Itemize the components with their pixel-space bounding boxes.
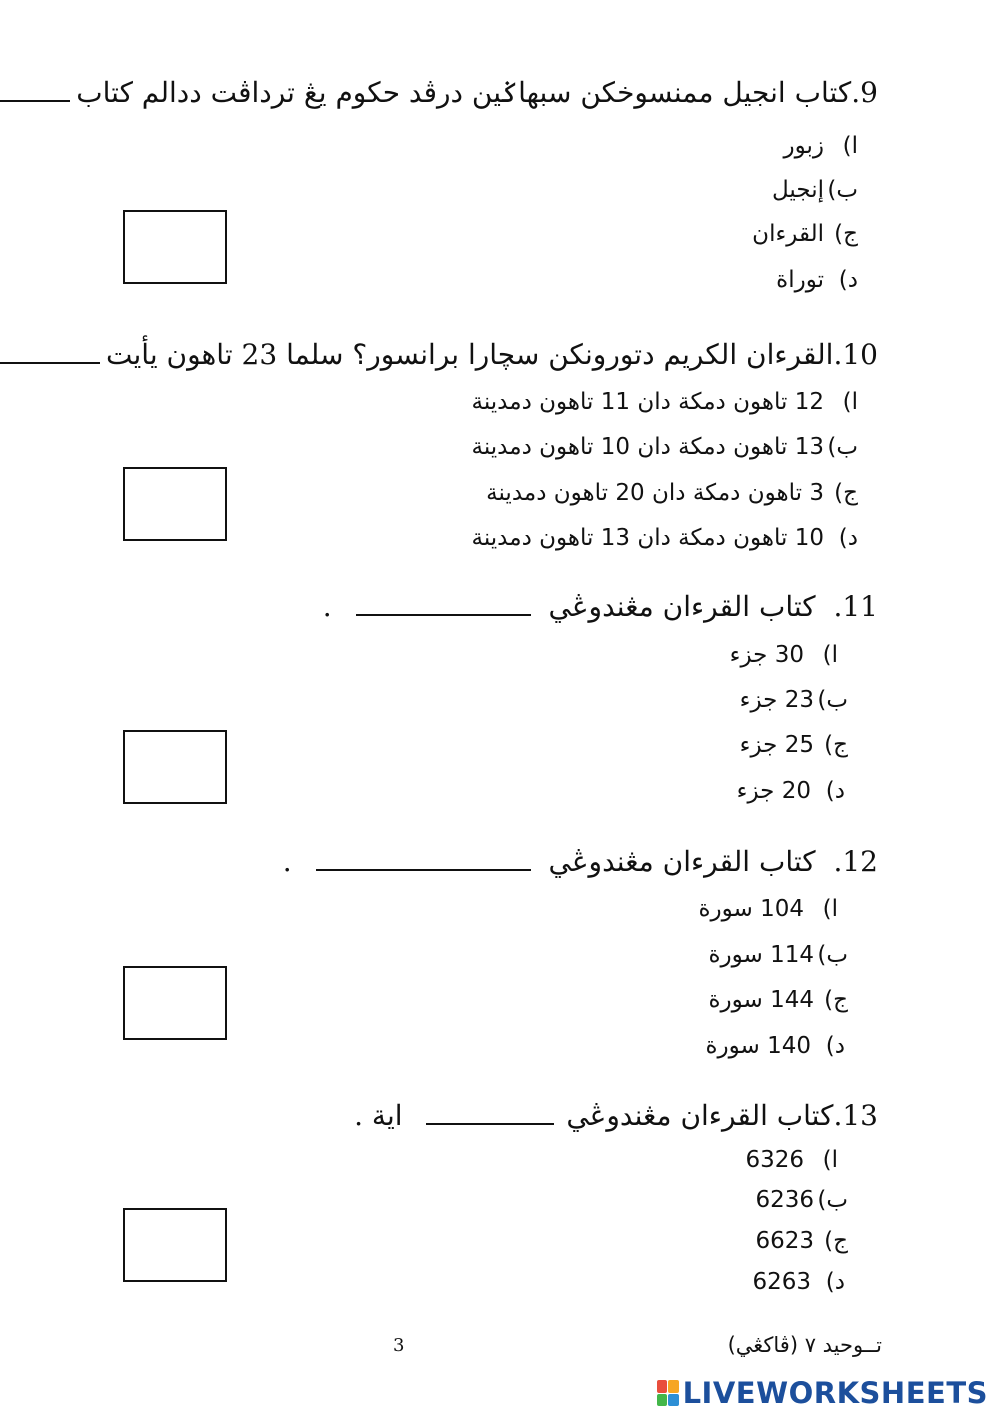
option-a: ا)12 تاهون دمكة دان 11 تاهون دمدينة bbox=[471, 389, 858, 415]
option-b: ب)114 سورة bbox=[708, 942, 848, 968]
answer-box[interactable] bbox=[123, 467, 227, 541]
option-b: ب)إنجيل bbox=[772, 177, 858, 203]
question-13-text: 13.كتاب القرءان مڠندوڠي اية . bbox=[354, 1099, 878, 1132]
option-d: د)6263 bbox=[752, 1269, 845, 1295]
page-number: 3 bbox=[393, 1335, 405, 1356]
option-c: ج)القرءان bbox=[752, 221, 858, 247]
question-11-text: 11. كتاب القرءان مڠندوڠي . bbox=[322, 590, 878, 623]
option-a: ا)30 جزء bbox=[729, 642, 838, 668]
option-a: ا)104 سورة bbox=[698, 896, 838, 922]
liveworksheets-logo-icon bbox=[657, 1380, 679, 1406]
answer-box[interactable] bbox=[123, 966, 227, 1040]
option-a: ا)6326 bbox=[745, 1147, 838, 1173]
answer-blank bbox=[316, 845, 531, 871]
option-d: د)توراة bbox=[776, 267, 858, 293]
option-c: ج)144 سورة bbox=[708, 987, 848, 1013]
answer-box[interactable] bbox=[123, 730, 227, 804]
option-c: ج)25 جزء bbox=[739, 732, 848, 758]
option-d: د)140 سورة bbox=[705, 1033, 845, 1059]
answer-blank bbox=[356, 590, 531, 616]
option-c: ج)6623 bbox=[755, 1228, 848, 1254]
answer-blank bbox=[0, 338, 100, 364]
option-d: د)20 جزء bbox=[736, 778, 845, 804]
option-d: د)10 تاهون دمكة دان 13 تاهون دمدينة bbox=[471, 525, 858, 551]
liveworksheets-brand bbox=[657, 1376, 988, 1410]
question-10-text: 10.القرءان الكريم دتورونكن سچارا برانسور؟ سلما 23 تاهون يأيت bbox=[0, 338, 878, 372]
question-12-text: 12. كتاب القرءان مڠندوڠي . bbox=[282, 845, 878, 878]
answer-blank bbox=[426, 1099, 554, 1125]
footer-subject: تــوحيد ٧ (ڤاکڠي) bbox=[727, 1333, 882, 1357]
option-c: ج)3 تاهون دمكة دان 20 تاهون دمدينة bbox=[486, 480, 858, 506]
option-b: ب)6236 bbox=[755, 1187, 848, 1213]
option-a: ا)زبور bbox=[783, 133, 858, 159]
answer-box[interactable] bbox=[123, 210, 227, 284]
brand-name: LIVEWORKSHEETS bbox=[682, 1376, 988, 1410]
option-b: ب)13 تاهون دمكة دان 10 تاهون دمدينة bbox=[471, 434, 858, 460]
option-b: ب)23 جزء bbox=[739, 687, 848, 713]
answer-box[interactable] bbox=[123, 1208, 227, 1282]
answer-blank bbox=[0, 76, 70, 102]
question-9-text: 9.كتاب انجيل ممنسوخكن سبهاݢين درڤد حكوم يڠ ترداڤت ددالم كتاب bbox=[0, 76, 878, 110]
